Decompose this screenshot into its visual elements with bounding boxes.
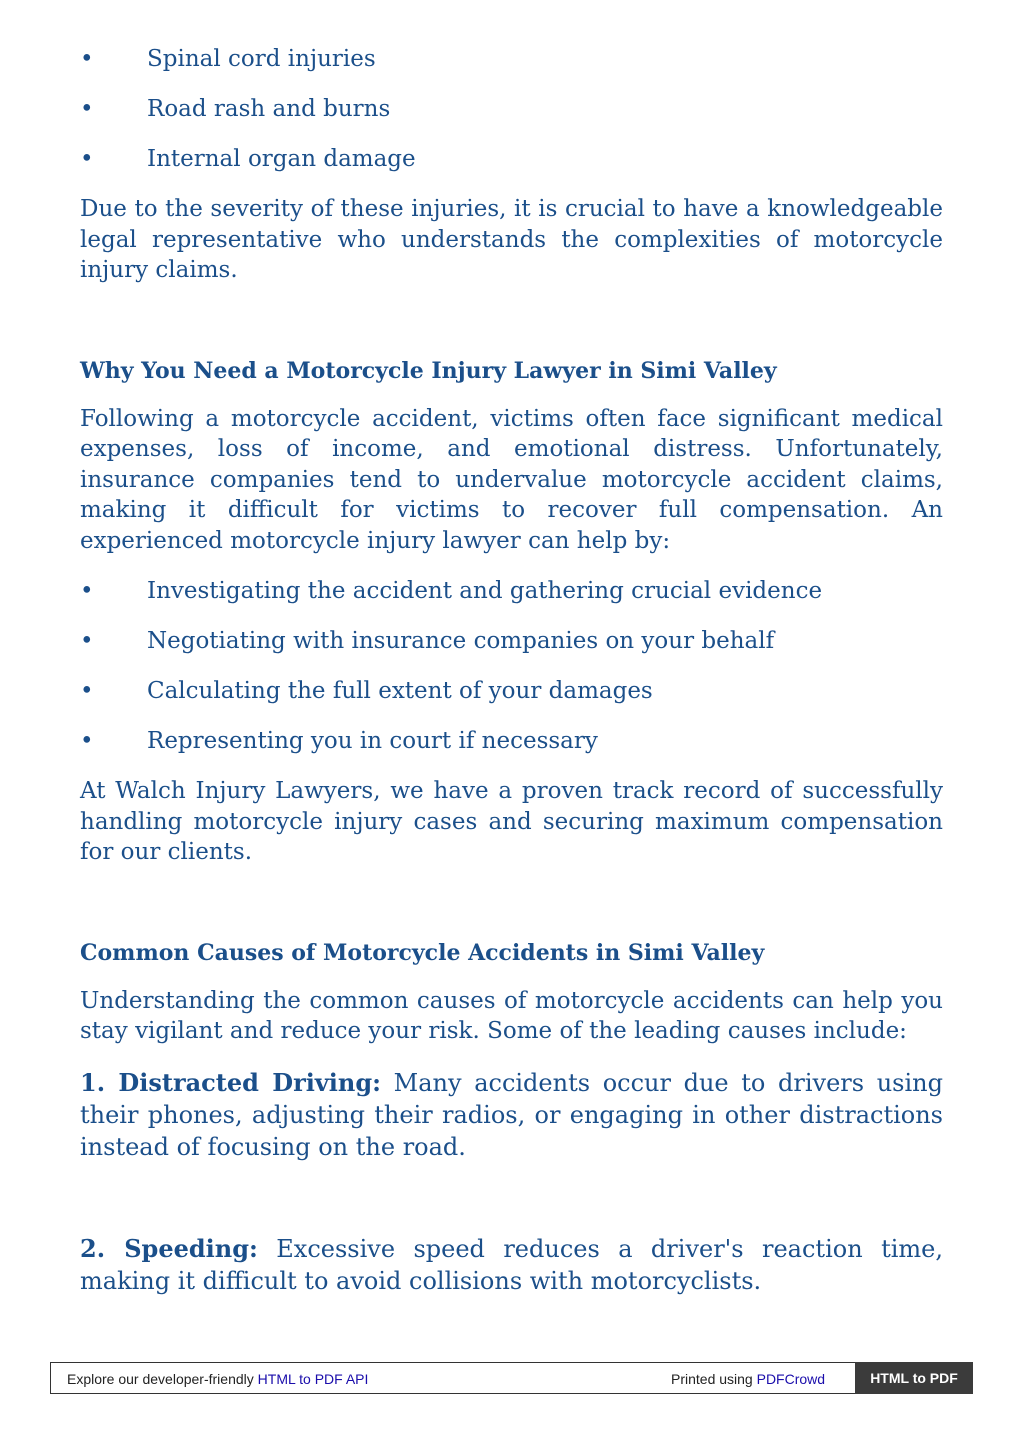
- bullet-icon: •: [80, 146, 94, 172]
- list-item: • Calculating the full extent of your damages: [80, 678, 653, 704]
- cause-distracted-driving: 1. Distracted Driving: Many accidents occur due to drivers using their phones, adjusting their radios, or engaging in other distractions instead of focusing on the road.: [80, 1067, 943, 1161]
- bullet-icon: •: [80, 628, 94, 654]
- list-item: • Internal organ damage: [80, 146, 416, 172]
- paragraph-severity: Due to the severity of these injuries, it is crucial to have a knowledgeable legal representative who understands the complexities of motorcycle injury claims.: [80, 196, 943, 283]
- paragraph-walch: At Walch Injury Lawyers, we have a proven track record of successfully handling motorcycle injury cases and securing maximum compensation for our clients.: [80, 778, 943, 865]
- paragraph-following-accident: Following a motorcycle accident, victims often face significant medical expenses, loss of income, and emotional distress. Unfortunately, insurance companies tend to undervalue motorcycle accident claims, making it difficult for victims to recover full compensation. An experienced motorcycle injury lawyer can help by:: [80, 405, 943, 554]
- bullet-icon: •: [80, 96, 94, 122]
- section-heading-why-lawyer: Why You Need a Motorcycle Injury Lawyer in Simi Valley: [80, 357, 777, 384]
- bullet-icon: •: [80, 46, 94, 72]
- cause-speeding: 2. Speeding: Excessive speed reduces a driver's reaction time, making it difficult to avoid collisions with motorcyclists.: [80, 1233, 943, 1295]
- footer-printed: Printed using PDFCrowd: [671, 1371, 826, 1387]
- html-to-pdf-button[interactable]: HTML to PDF: [855, 1362, 973, 1394]
- list-item: • Investigating the accident and gathering crucial evidence: [80, 578, 823, 604]
- footer-explore: Explore our developer-friendly HTML to PDF API: [67, 1371, 369, 1387]
- pdfcrowd-link[interactable]: PDFCrowd: [756, 1371, 826, 1387]
- bullet-icon: •: [80, 578, 94, 604]
- bullet-icon: •: [80, 728, 94, 754]
- paragraph-understanding: Understanding the common causes of motorcycle accidents can help you stay vigilant and reduce your risk. Some of the leading causes include:: [80, 987, 943, 1044]
- section-heading-common-causes: Common Causes of Motorcycle Accidents in Simi Valley: [80, 939, 765, 966]
- pdfcrowd-footer: [50, 1362, 973, 1394]
- list-item: • Spinal cord injuries: [80, 46, 376, 72]
- list-item: • Road rash and burns: [80, 96, 391, 122]
- html-to-pdf-api-link[interactable]: HTML to PDF API: [257, 1371, 369, 1387]
- document-body: [80, 44, 943, 1297]
- list-item: • Representing you in court if necessary: [80, 728, 598, 754]
- list-item: • Negotiating with insurance companies on your behalf: [80, 628, 775, 654]
- bullet-icon: •: [80, 678, 94, 704]
